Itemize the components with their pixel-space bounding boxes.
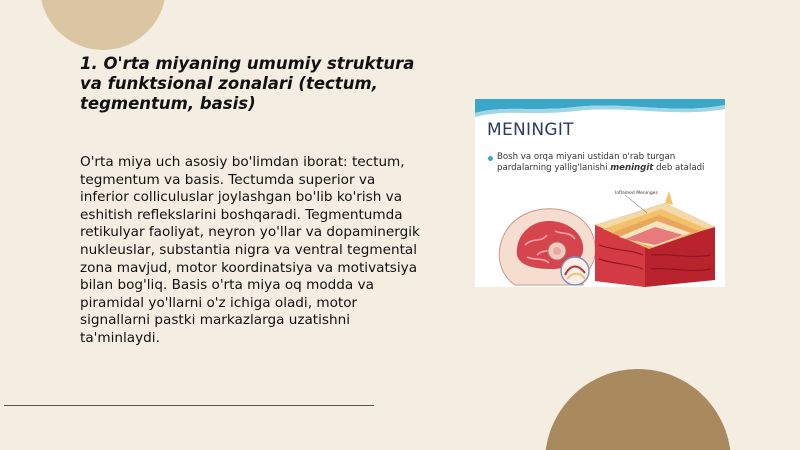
bullet-icon (488, 156, 493, 161)
slide-title: 1. O'rta miyaning umumiy struktura va funktsional zonalari (tectum, tegmentum, basis) (80, 54, 415, 113)
meninges-layers-icon (595, 191, 715, 287)
decorative-circle-top (40, 0, 166, 50)
meninges-illustration (475, 185, 725, 287)
meningitis-figure (475, 99, 725, 287)
diagram-label: Inflamed Meninges (615, 191, 658, 196)
figure-title: MENINGIT (487, 120, 574, 140)
figure-emphasis-term: meningit (610, 163, 654, 173)
figure-bullet-text: Bosh va orqa miyani ustidan o'rab turgan pardalarning yallig'lanishi meningit deb ataladi (497, 152, 705, 173)
slide-body-text: O'rta miya uch asosiy bo'limdan iborat: tectum, tegmentum va basis. Tectumda superior va inferior colliculuslar joylashgan bo'lib ko'rish va eshitish reflekslarini boshqaradi. Tegmentumda retikulyar faoliyat, neyron yo'llar va dopaminergik nukleuslar, substantia nigra va ventral tegmental zona mavjud, motor koordinatsiya va motivatsiya bilan bog'liq. Basis o'rta miya oq modda va piramidal yo'llarni o'z ichiga oladi, motor signallarni pastki markazlarga uzatishni ta'minlaydi. (80, 154, 420, 346)
figure-banner (475, 99, 725, 119)
divider-line (4, 405, 374, 406)
magnified-detail-icon (561, 257, 589, 285)
decorative-circle-bottom (545, 369, 731, 450)
